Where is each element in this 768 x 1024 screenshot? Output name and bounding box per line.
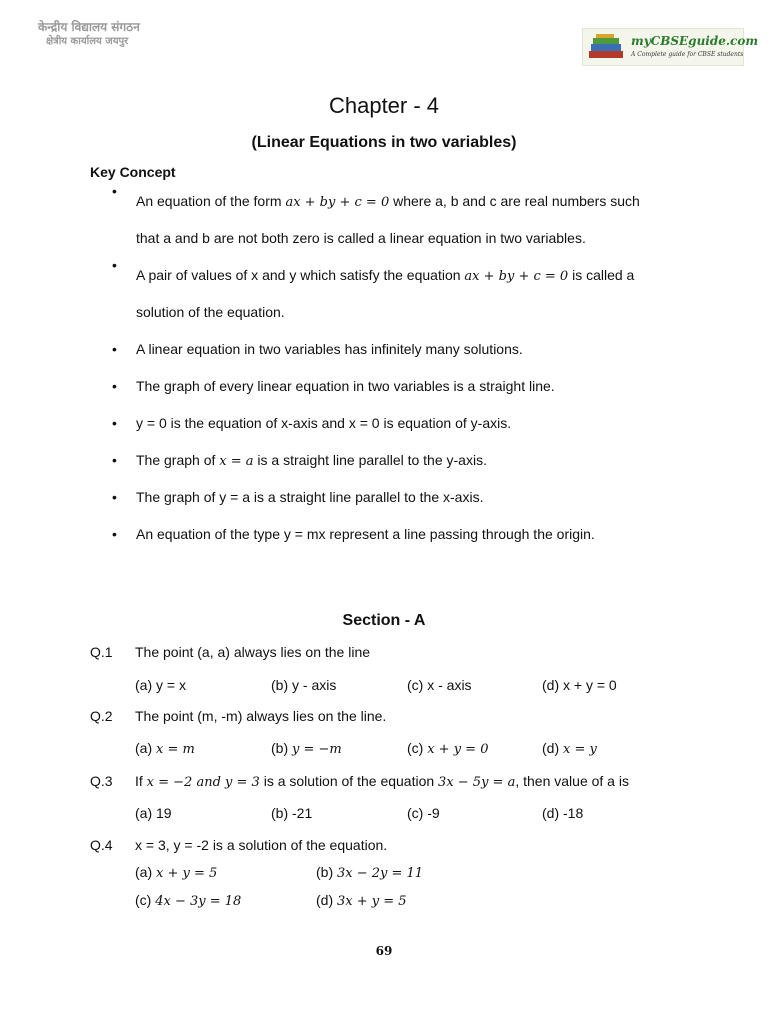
math-expression: x = −2 and y = 3 [146, 775, 260, 790]
key-concept-heading: Key Concept [90, 164, 176, 180]
math-expression: x = y [563, 742, 597, 757]
option-b [271, 740, 342, 757]
option-label: (a) [135, 864, 156, 880]
key-concept-list [112, 183, 712, 553]
option-d: (d) x + y = 0 [542, 677, 617, 693]
option-label: (c) [407, 740, 428, 756]
office-name-hindi: क्षेत्रीय कार्यालय जयपुर [46, 36, 129, 47]
option-c [407, 740, 488, 757]
option-label: (d) [316, 892, 337, 908]
option-label: (b) [271, 740, 292, 756]
math-expression: 3x + y = 5 [337, 894, 407, 909]
math-expression: 3x − 5y = a [438, 775, 516, 790]
chapter-title: Chapter - 4 [328, 93, 440, 118]
math-expression: x + y = 5 [156, 866, 218, 881]
math-expression: 4x − 3y = 18 [155, 894, 242, 909]
math-expression: y = −m [292, 742, 342, 757]
list-item: • The graph of y = a is a straight line parallel to the x-axis. [112, 479, 712, 516]
option-c: (c) -9 [407, 805, 440, 821]
option-c [135, 892, 241, 909]
page-number: 69 [375, 944, 393, 958]
bullet-text: is called a [568, 267, 635, 283]
question-fragment: If [135, 773, 147, 789]
list-item: • The graph of every linear equation in two variables is a straight line. [112, 368, 712, 405]
list-item: • y = 0 is the equation of x-axis and x = 0 is equation of y-axis. [112, 405, 712, 442]
option-b [316, 864, 423, 881]
bullet-text: is a straight line parallel to the y-axis. [253, 452, 487, 468]
option-b: (b) y - axis [271, 677, 337, 693]
question-fragment: , then value of a is [515, 773, 629, 789]
question-fragment: is a solution of the equation [259, 773, 439, 789]
math-expression: x + y = 0 [427, 742, 489, 757]
list-item [112, 183, 712, 257]
math-expression: 3x − 2y = 11 [337, 866, 424, 881]
bullet-text: that a and b are not both zero is called a linear equation in two variables. [136, 230, 586, 246]
option-label: (a) [135, 740, 156, 756]
math-expression: ax + by + c = 0 [285, 195, 390, 210]
bullet-text: An equation of the form [136, 193, 286, 209]
question-text: x = 3, y = -2 is a solution of the equation. [135, 837, 388, 853]
question-number: Q.3 [90, 773, 113, 789]
books-icon [587, 33, 627, 61]
math-expression: x = a [219, 454, 254, 469]
math-expression: ax + by + c = 0 [464, 269, 569, 284]
question-number: Q.4 [90, 837, 113, 853]
question-number: Q.2 [90, 708, 113, 724]
chapter-subtitle: (Linear Equations in two variables) [251, 134, 517, 151]
list-item: • A linear equation in two variables has infinitely many solutions. [112, 331, 712, 368]
option-a: (a) 19 [135, 805, 172, 821]
option-d [542, 740, 597, 757]
question-text [135, 773, 629, 790]
bullet-text: solution of the equation. [136, 304, 285, 320]
option-d: (d) -18 [542, 805, 584, 821]
option-label: (d) [542, 740, 563, 756]
option-a: (a) y = x [135, 677, 186, 693]
question-text: The point (m, -m) always lies on the line. [135, 708, 387, 724]
section-title: Section - A [342, 612, 426, 629]
question-text: The point (a, a) always lies on the line [135, 644, 371, 660]
option-d [316, 892, 407, 909]
bullet-text: The graph of [136, 452, 220, 468]
bullet-text: where a, b and c are real numbers such [389, 193, 640, 209]
option-label: (b) [316, 864, 337, 880]
option-a [135, 864, 217, 881]
option-c: (c) x - axis [407, 677, 472, 693]
list-item [112, 442, 712, 479]
math-expression: x = m [156, 742, 195, 757]
option-a [135, 740, 195, 757]
option-label: (c) [135, 892, 156, 908]
bullet-text: A pair of values of x and y which satisfy the equation [136, 267, 465, 283]
logo-tagline: A Complete guide for CBSE students [631, 51, 744, 58]
option-b: (b) -21 [271, 805, 313, 821]
list-item: • An equation of the type y = mx represent a line passing through the origin. [112, 516, 712, 553]
question-number: Q.1 [90, 644, 113, 660]
list-item [112, 257, 712, 331]
mycbseguide-logo [582, 28, 759, 66]
logo-name: myCBSEguide.com [631, 34, 759, 48]
org-name-hindi: केन्द्रीय विद्यालय संगठन [38, 20, 140, 34]
